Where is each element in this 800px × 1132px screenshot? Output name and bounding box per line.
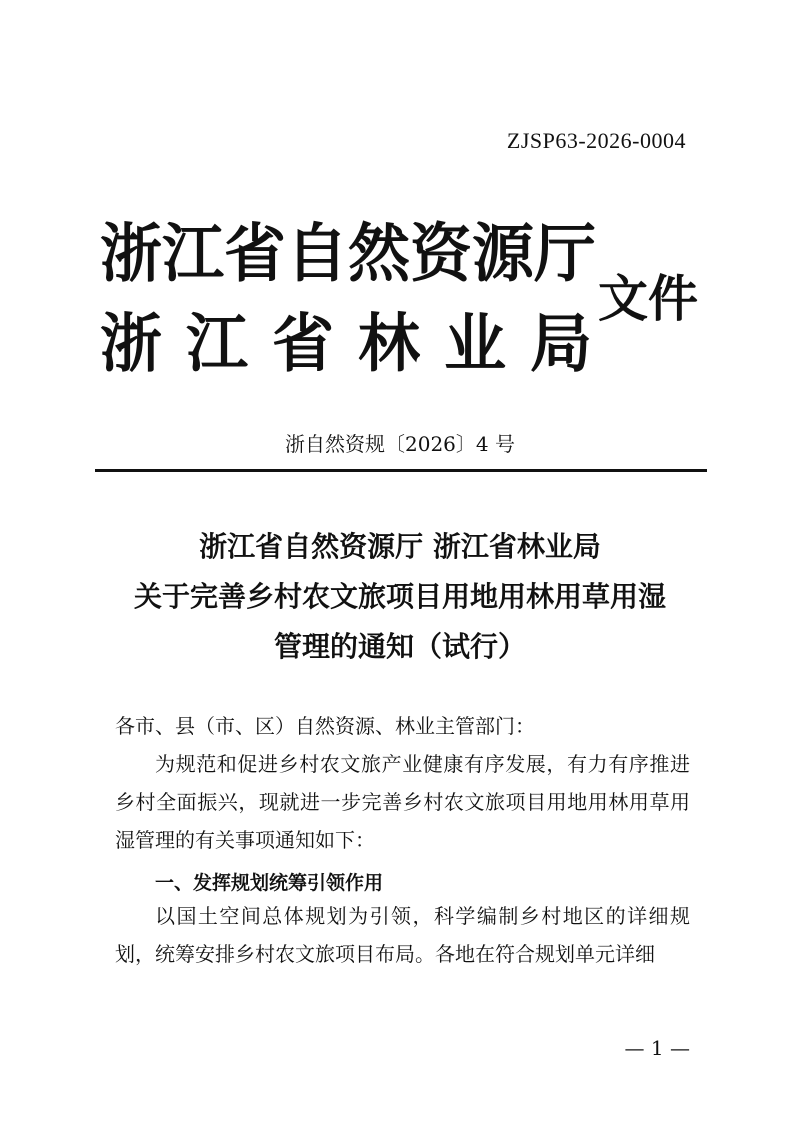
document-number: 浙自然资规〔2026〕4 号	[285, 432, 515, 456]
issuer-name-natural-resources: 浙江省自然资源厅	[100, 215, 597, 292]
document-title	[0, 522, 800, 672]
title-line: 关于完善乡村农文旅项目用地用林用草用湿	[133, 580, 666, 613]
document-code: ZJSP63-2026-0004	[506, 128, 686, 153]
section-heading: 一、发挥规划统筹引领作用	[155, 872, 384, 894]
page-number: — 1 —	[624, 1036, 690, 1060]
paragraph: 为规范和促进乡村农文旅产业健康有序发展，有力有序推进乡村全面振兴，现就进一步完善乡村农文旅项目用地用林用草用湿管理的有关事项通知如下：	[115, 752, 690, 852]
issuer-name-forestry: 浙江省林业局	[100, 305, 592, 382]
issuer-header	[100, 215, 700, 383]
paragraph: 以国土空间总体规划为引领，科学编制乡村地区的详细规划，统筹安排乡村农文旅项目布局。各地在符合规划单元详细	[115, 904, 690, 966]
issuer-suffix: 文件	[598, 270, 698, 328]
title-line: 浙江省自然资源厅 浙江省林业局	[199, 530, 601, 563]
header-divider	[95, 469, 707, 472]
title-line: 管理的通知（试行）	[273, 630, 526, 663]
salutation: 各市、县（市、区）自然资源、林业主管部门：	[115, 714, 535, 738]
